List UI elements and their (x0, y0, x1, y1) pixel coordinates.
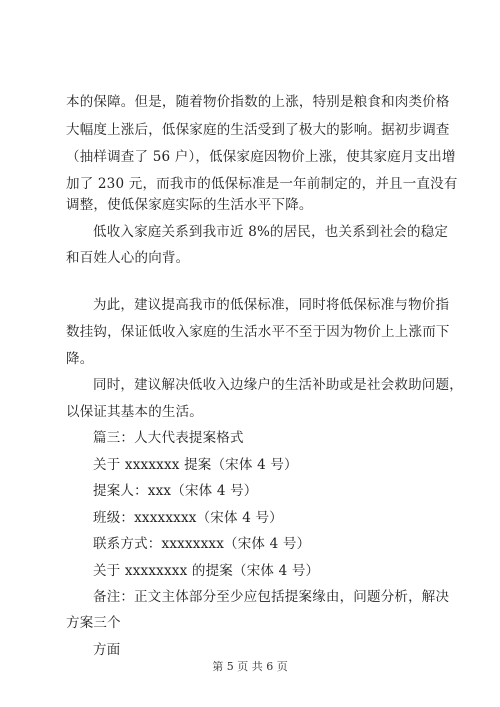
body-text-line: 大幅度上涨后，低保家庭的生活受到了极大的影响。据初步调查 (66, 122, 450, 138)
section-heading: 篇三：人大代表提案格式 (93, 430, 244, 446)
body-text-line: 方案三个 (66, 615, 121, 631)
body-text-line: 为此，建议提高我市的低保标准，同时将低保标准与物价指 (93, 297, 450, 313)
body-text-line: 和百姓人心的向背。 (66, 250, 190, 266)
body-text-line: 数挂钩，保证低收入家庭的生活水平不至于因为物价上上涨而下 (66, 324, 450, 340)
body-text-line: 加了 230 元，而我市的低保标准是一年前制定的，并且一直没有 (66, 176, 458, 192)
body-text-line: （抽样调查了 56 户），低保家庭因物价上涨，使其家庭月支出增 (66, 149, 456, 165)
template-line: 提案人：xxx（宋体 4 号） (93, 483, 258, 499)
body-text-line: 方面 (93, 642, 121, 658)
template-line: 关于 xxxxxxxx 的提案（宋体 4 号） (93, 563, 320, 579)
body-text-line: 同时，建议解决低收入边缘户的生活补助或是社会救助问题， (93, 377, 463, 393)
body-text-line: 以保证其基本的生活。 (66, 404, 203, 420)
body-text-line: 低收入家庭关系到我市近 8%的居民，也关系到社会的稳定 (93, 224, 449, 240)
page-number-footer: 第 5 页 共 6 页 (212, 660, 288, 673)
template-line: 班级：xxxxxxxx（宋体 4 号） (93, 510, 283, 526)
body-text-line: 调整，使低保家庭实际的生活水平下降。 (66, 197, 313, 213)
body-text-line: 本的保障。但是，随着物价指数的上涨，特别是粮食和肉类价格 (66, 94, 450, 110)
body-text-line: 降。 (66, 351, 94, 367)
body-text-line: 备注：正文主体部分至少应包括提案缘由，问题分析，解决 (93, 589, 450, 605)
template-line: 联系方式：xxxxxxxx（宋体 4 号） (93, 536, 311, 552)
template-line: 关于 xxxxxxx 提案（宋体 4 号） (93, 457, 298, 473)
